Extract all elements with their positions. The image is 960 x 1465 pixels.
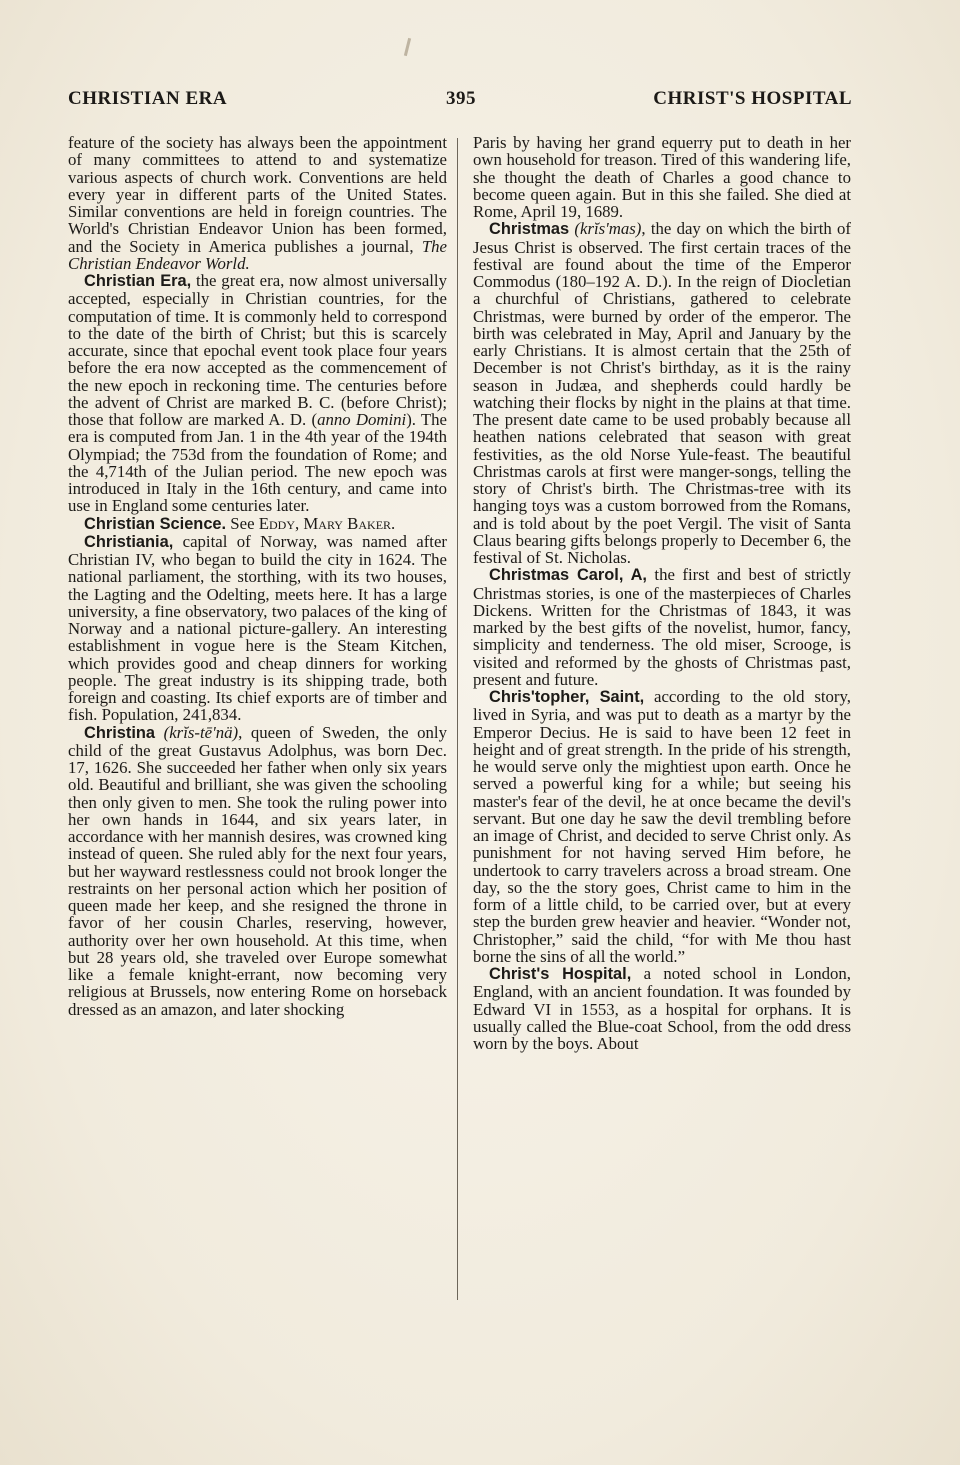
right-column xyxy=(473,134,851,1052)
pronunciation: (krĭs'mas) xyxy=(569,219,642,239)
entry-term: Christ's Hospital, xyxy=(489,965,632,983)
entry-term: Chris'topher, Saint, xyxy=(489,688,645,706)
entry-term: Christiania, xyxy=(84,532,174,551)
entry-term: Christina xyxy=(84,723,156,742)
entry-term: Christian Era, xyxy=(84,272,192,290)
entry-christina: Christina (krĭs-tē'nä), queen of Sweden, the only child of the great Gustavus Adolphus, was born Dec. 17, 1626. She succeeded her father when only six years old. Beautiful and brilliant, she was given the schooling then only given to men. She took the ruling power into her own hands in 1644, and six years later, in accordance with her mannish desires, was crowned king instead of queen. She ruled ably for the next four years, but her wayward restlessness could not brook longer the restraints on her personal action which her position of queen made her keep, and she resigned the throne in favor of her cousin Charles, reserving, however, authority over her own household. At this time, when but 28 years old, she traveled over Europe somewhat like a female knight-errant, now becoming very religious at Brussels, now entering Rome on horseback dressed as an amazon, and later shocking xyxy=(68,722,447,1019)
cross-reference: Eddy, Mary Baker. xyxy=(258,513,396,533)
entry-christiania: Christiania, capital of Norway, was named after Christian IV, who began to build the city in 1624. The national parliament, the storthing, with its two houses, the Lagting and the Odelting, meets here. It has a large university, a fine observatory, two palaces of the king of Norway and a national picture-gallery. An interesting establishment in vogue here is the Steam Kitchen, which provides good and cheap dinners for working people. The great industry is its shipping trade, both foreign and coasting. Its chief exports are of timber and fish. Population, 241,834. xyxy=(68,531,447,725)
column-divider xyxy=(457,138,458,1300)
page-number: 395 xyxy=(446,88,476,109)
entry-christopher: Chris'topher, Saint, according to the old story, lived in Syria, and was put to death as a martyr by the Emperor Decius. He is said to have been 12 feet in height and of great strength. In the pride of his strength, he would serve only the mightiest upon earth. Once he served a powerful king for a while; but seeing his master's fear of the devil, he at once became the devil's servant. But one day he saw the devil trembling before an image of Christ, and decided to serve Christ only. As punishment for not having served Him before, he undertook to carry travelers across a broad stream. One day, so the the story goes, Christ came to him in the form of a little child, to be carried over, but at every step the burden grew heavier and heavier. “Wonder not, Christopher,” said the child, “for with Me thou hast borne the sins of all the world.” xyxy=(473,687,851,966)
running-header xyxy=(68,88,852,118)
entry-continuation: Paris by having her grand equerry put to death in her own household for treason. Tired of this wandering life, she thought the death of Charles a good chance to become queen again. But in this she failed. She died at Rome, April 19, 1689. xyxy=(473,133,851,221)
entry-christmas-carol: Christmas Carol, A, the first and best of strictly Christmas stories, is one of the masterpieces of Charles Dickens. Written for the Christmas of 1843, it was marked by the best gifts of the novelist, humor, fancy, simplicity and tenderness. The old miser, Scrooge, is visited and reformed by the ghosts of Christmas past, present and future. xyxy=(473,565,851,689)
entry-term: Christian Science. xyxy=(84,514,227,533)
entry-christs-hospital: Christ's Hospital, a noted school in London, England, with an ancient foundation. It was founded by Edward VI in 1553, as a hospital for orphans. It is usually called the Blue-coat School, from the odd dress worn by the boys. About xyxy=(473,964,851,1053)
entry-christmas: Christmas (krĭs'mas), the day on which the birth of Jesus Christ is observed. The first certain traces of the festival are found about the time of the Emperor Commodus (180–192 A. D.). In the reign of Diocletian a churchful of Christians, gathered to celebrate Christmas, were burned by order of the emperor. The birth was celebrated in May, April and January by the early Christians. It is almost certain that the 25th of December is not Christ's birthday, as it is the rainy season in Judæa, and shepherds could hardly be watching their flocks by night in the plains at that time. The present date came to be used probably because all heathen nations celebrated that season with great festivities, as the old Norse Yule-feast. The beautiful Christmas carols at first were manger-songs, telling the story of Christ's birth. The Christmas-tree with its hanging toys was a custom borrowed from the Romans, and is told about by the poet Vergil. The visit of Santa Claus bearing gifts belongs properly to December 6, the festival of St. Nicholas. xyxy=(473,219,851,567)
header-left-guide-word: CHRISTIAN ERA xyxy=(68,88,228,109)
header-right-guide-word: CHRIST'S HOSPITAL xyxy=(653,88,852,109)
journal-title: The Christian Endeavor World. xyxy=(68,236,447,273)
entry-christian-era: Christian Era, the great era, now almost universally accepted, especially in Christian countries, for the computation of time. It is commonly held to correspond to the date of the birth of Christ; but this is scarcely accurate, since that epochal event took place four years before the era now accepted as the commencement of the new epoch in reckoning time. The centuries before the advent of Christ are marked B. C. (before Christ); those that follow are marked A. D. (anno Domini). The era is computed from Jan. 1 in the 4th year of the 194th Olympiad; the 753d from the foundation of Rome; and the 4,714th of the Julian period. The new epoch was introduced in Italy in the 16th century, and came into use in England some centuries later. xyxy=(68,271,447,516)
left-column xyxy=(68,134,447,1018)
entry-term: Christmas Carol, A, xyxy=(489,566,647,585)
pencil-mark xyxy=(404,38,411,56)
entry-term: Christmas xyxy=(489,220,570,239)
entry-continuation: feature of the society has always been the appointment of many committees to attend to and systematize various aspects of church work. Conventions are held every year in different parts of the United States. Similar conventions are held in foreign countries. The World's Christian Endeavor Union has been formed, and the Society in America publishes a journal, The Christian Endeavor World. xyxy=(68,133,447,273)
entry-christian-science: Christian Science. See Eddy, Mary Baker. xyxy=(84,513,396,533)
pronunciation: (krĭs-tē'nä) xyxy=(155,722,239,742)
